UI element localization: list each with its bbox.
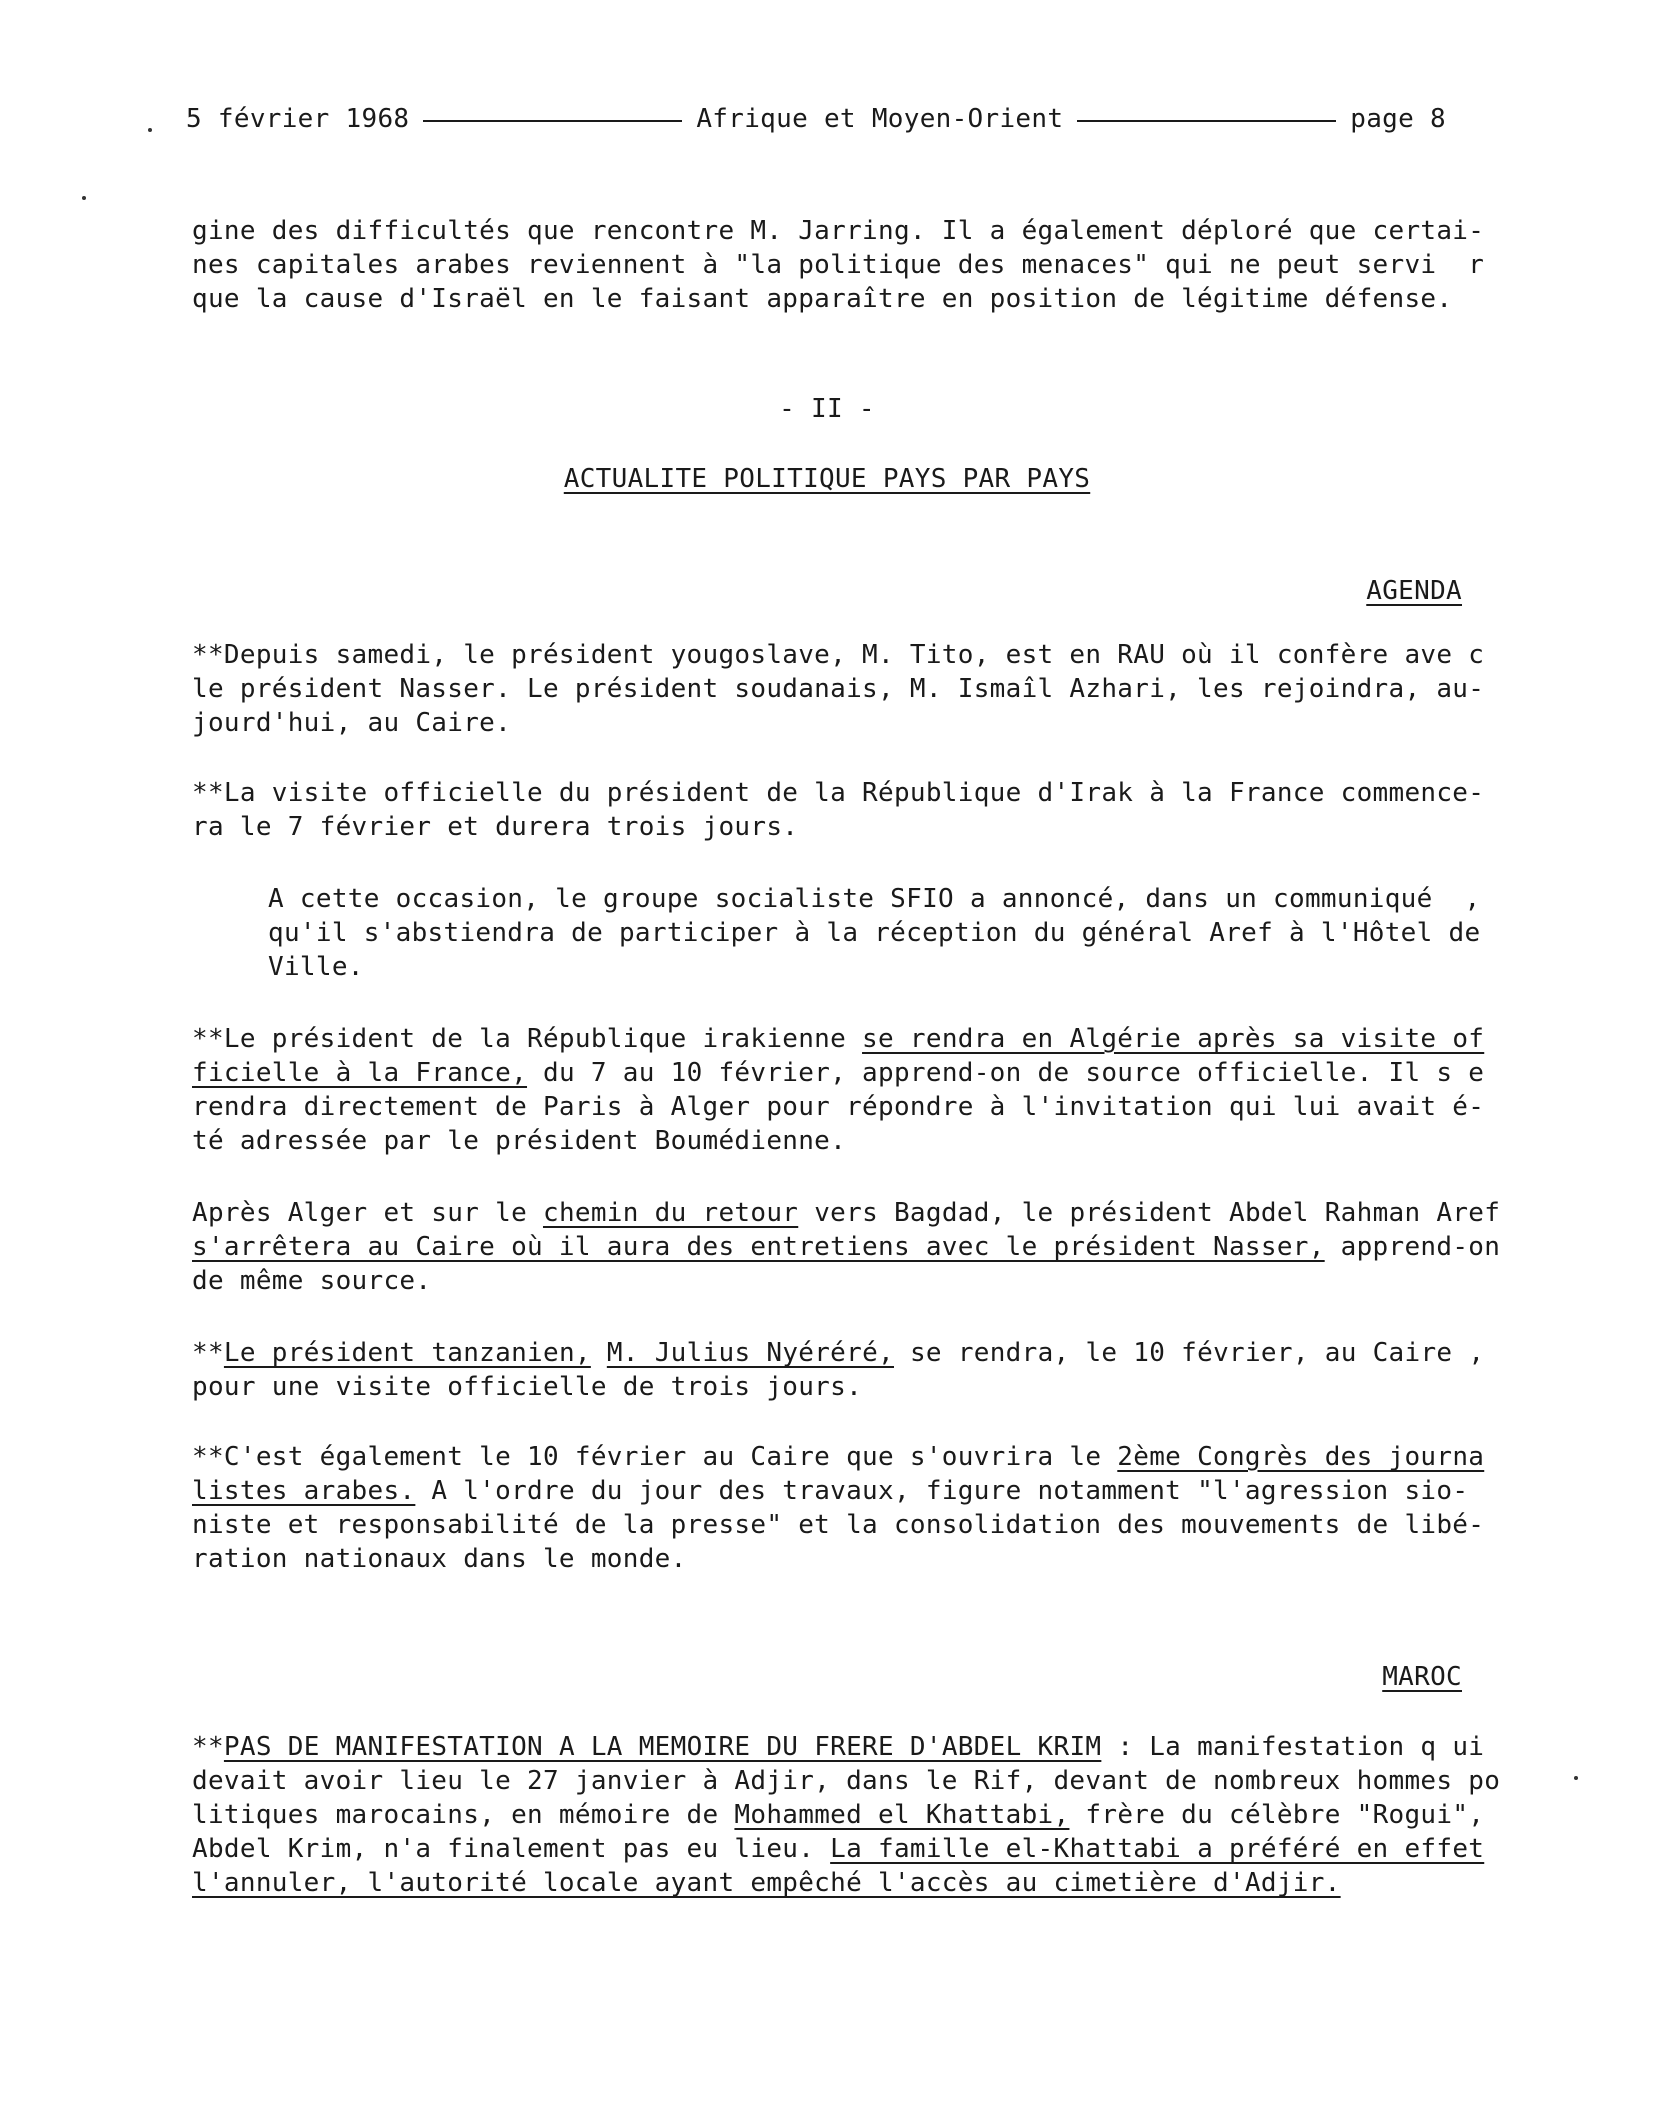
text-line: A cette occasion, le groupe socialiste SFIO a annoncé, dans un communiqué , <box>268 884 1481 914</box>
text-line: de même source. <box>192 1266 432 1296</box>
maroc-heading-wrap <box>192 1660 1462 1694</box>
header-rule-right <box>1077 120 1336 122</box>
text-line: le président Nasser. Le président soudanais, M. Ismaîl Azhari, les rejoindra, au- <box>192 674 1485 704</box>
text-line: ra le 7 février et durera trois jours. <box>192 812 799 842</box>
underlined-text: s'arrêtera au Caire où il aura des entretiens avec le président Nasser, <box>192 1232 1325 1262</box>
text-line: niste et responsabilité de la presse" et la consolidation des mouvements de libé- <box>192 1510 1485 1540</box>
header-page-number: page 8 <box>1350 104 1446 134</box>
text-line <box>192 1866 1462 1900</box>
text-line <box>192 1798 1485 1832</box>
text-run <box>591 1338 607 1368</box>
text-line: Ville. <box>268 952 364 982</box>
underlined-text: PAS DE MANIFESTATION A LA MEMOIRE DU FRERE D'ABDEL KRIM <box>223 1732 1102 1762</box>
header-rule-left <box>423 120 682 122</box>
text-line: rendra directement de Paris à Alger pour répondre à l'invitation qui lui avait é- <box>192 1092 1485 1122</box>
underlined-text: M. Julius Nyéréré, <box>606 1338 894 1368</box>
text-line: qu'il s'abstiendra de participer à la réception du général Aref à l'Hôtel de <box>268 918 1481 948</box>
text-run: frère du célèbre "Rogui", <box>1069 1800 1485 1830</box>
text-run: vers Bagdad, le président Abdel Rahman Aref <box>798 1198 1501 1228</box>
agenda-paragraph-2 <box>192 776 1485 844</box>
scan-speck <box>82 196 86 200</box>
text-line: devait avoir lieu le 27 janvier à Adjir, dans le Rif, devant de nombreux hommes po <box>192 1766 1501 1796</box>
agenda-paragraph-3 <box>268 882 1481 984</box>
agenda-heading-wrap <box>192 574 1462 608</box>
text-line <box>192 1832 1485 1866</box>
part-title-wrap <box>192 462 1462 496</box>
text-line: gine des difficultés que rencontre M. Jarring. Il a également déploré que certai- <box>192 216 1485 246</box>
part-title: ACTUALITE POLITIQUE PAYS PAR PAYS <box>563 464 1091 494</box>
agenda-paragraph-7 <box>192 1440 1485 1576</box>
text-line: ration nationaux dans le monde. <box>192 1544 687 1574</box>
text-run: A l'ordre du jour des travaux, figure notamment "l'agression sio- <box>415 1476 1469 1506</box>
agenda-paragraph-5 <box>192 1196 1501 1298</box>
text-line: **Depuis samedi, le président yougoslave, M. Tito, est en RAU où il confère ave c <box>192 640 1485 670</box>
text-line <box>192 1336 1485 1370</box>
underlined-text: listes arabes. <box>192 1476 416 1506</box>
maroc-heading: MAROC <box>1382 1662 1462 1692</box>
text-line: té adressée par le président Boumédienne. <box>192 1126 847 1156</box>
page-header <box>186 102 1446 136</box>
header-section: Afrique et Moyen-Orient <box>696 104 1064 134</box>
text-run: **C'est également le 10 février au Caire que s'ouvrira le <box>192 1442 1118 1472</box>
underlined-text: Le président tanzanien, <box>223 1338 591 1368</box>
text-line: pour une visite officielle de trois jours. <box>192 1372 863 1402</box>
text-line: que la cause d'Israël en le faisant apparaître en position de légitime défense. <box>192 284 1453 314</box>
text-line: **La visite officielle du président de la République d'Irak à la France commence- <box>192 778 1485 808</box>
text-run: ** <box>192 1732 224 1762</box>
agenda-paragraph-6 <box>192 1336 1485 1404</box>
scan-speck <box>148 128 152 132</box>
text-run: apprend-on <box>1324 1232 1501 1262</box>
text-run: se rendra, le 10 février, au Caire , <box>894 1338 1485 1368</box>
agenda-paragraph-4 <box>192 1022 1485 1158</box>
scan-speck <box>1574 1776 1578 1780</box>
underlined-text: 2ème Congrès des journa <box>1117 1442 1485 1472</box>
text-line <box>192 1056 1485 1090</box>
text-line: jourd'hui, au Caire. <box>192 708 512 738</box>
text-line <box>192 1022 1485 1056</box>
text-line <box>192 1730 1485 1764</box>
underlined-text: ficielle à la France, <box>192 1058 528 1088</box>
underlined-text: Mohammed el Khattabi, <box>734 1800 1070 1830</box>
intro-paragraph <box>192 214 1485 316</box>
text-run: : La manifestation q ui <box>1101 1732 1485 1762</box>
part-number: - II - <box>779 394 875 424</box>
maroc-paragraph-1 <box>192 1730 1501 1900</box>
agenda-heading: AGENDA <box>1366 576 1462 606</box>
text-run: ** <box>192 1338 224 1368</box>
text-run: litiques marocains, en mémoire de <box>192 1800 735 1830</box>
underlined-text: chemin du retour <box>542 1198 799 1228</box>
underlined-text: se rendra en Algérie après sa visite of <box>862 1024 1485 1054</box>
text-line <box>192 1440 1485 1474</box>
text-line <box>192 1230 1501 1264</box>
underlined-text: l'annuler, l'autorité locale ayant empêché l'accès au cimetière d'Adjir. <box>192 1868 1341 1898</box>
underlined-text: La famille el-Khattabi a préféré en effet <box>830 1834 1485 1864</box>
text-line: nes capitales arabes reviennent à "la politique des menaces" qui ne peut servi r <box>192 250 1485 280</box>
text-run: Abdel Krim, n'a finalement pas eu lieu. <box>192 1834 831 1864</box>
text-run: du 7 au 10 février, apprend-on de source officielle. Il s e <box>527 1058 1485 1088</box>
text-run: Après Alger et sur le <box>192 1198 543 1228</box>
text-line <box>192 1196 1501 1230</box>
header-date: 5 février 1968 <box>186 104 410 134</box>
text-line <box>192 1474 1469 1508</box>
text-run: **Le président de la République irakienne <box>192 1024 863 1054</box>
agenda-paragraph-1 <box>192 638 1485 740</box>
